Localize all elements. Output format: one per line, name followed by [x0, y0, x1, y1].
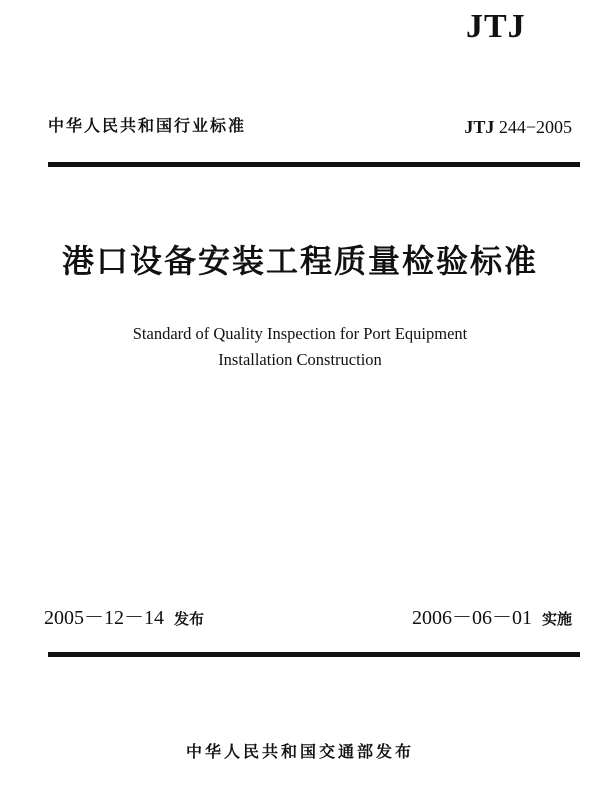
standard-series: JTJ [464, 117, 495, 137]
english-title-line-2: Installation Construction [218, 350, 382, 369]
standard-code [464, 118, 572, 136]
effective-info [412, 608, 572, 628]
standard-logo: JTJ [466, 8, 526, 45]
bottom-divider [48, 652, 580, 657]
english-title-line-1: Standard of Quality Inspection for Port Equipment [132, 324, 468, 343]
standard-category: 中华人民共和国行业标准 [48, 116, 247, 135]
issue-info [44, 608, 204, 628]
publisher: 中华人民共和国交通部发布 [185, 742, 414, 761]
issue-date: 2005－12－14 [44, 607, 164, 629]
effective-label: 实施 [541, 610, 572, 628]
top-divider [48, 162, 580, 167]
issue-label: 发布 [174, 610, 205, 628]
effective-date: 2006－06－01 [411, 607, 532, 629]
document-title: 港口设备安装工程质量检验标准 [61, 242, 538, 280]
standard-number: 244−2005 [498, 117, 572, 137]
